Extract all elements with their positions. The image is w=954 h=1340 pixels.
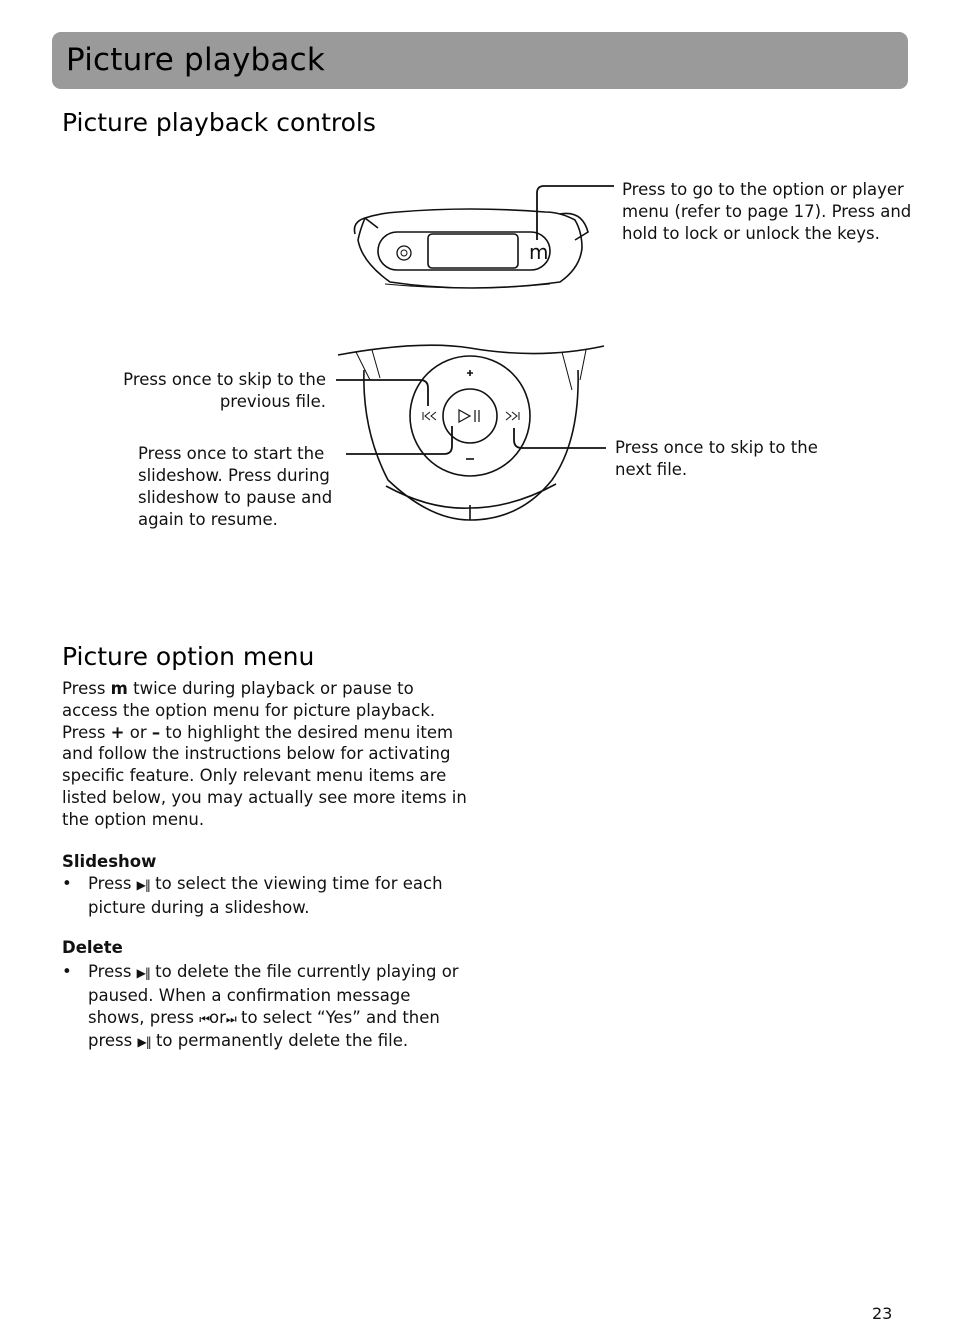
m-key-ref: m	[110, 679, 128, 698]
play-pause-icon: ▶‖	[137, 1035, 151, 1050]
slideshow-bullet: • Press ▶‖ to select the viewing time for each picture during a slideshow.	[62, 874, 443, 917]
option-menu-heading: Picture option menu	[62, 642, 315, 671]
callout-play-pause: Press once to start the slideshow. Press during slideshow to pause and again to resume.	[138, 444, 333, 529]
page-title: Picture playback	[66, 42, 325, 78]
play-pause-icon: ▶‖	[136, 966, 150, 980]
callout-m-key: Press to go to the option or player menu (refer to page 17). Press and hold to lock or unlock the keys.	[622, 180, 912, 243]
prev-track-icon	[423, 412, 436, 420]
delete-heading: Delete	[62, 938, 123, 957]
device-top-illustration	[354, 209, 588, 288]
device-front-illustration	[338, 345, 604, 520]
next-track-icon	[506, 412, 519, 420]
page-number: 23	[872, 1304, 893, 1323]
bullet-marker: •	[62, 874, 72, 893]
option-menu-intro: Press m twice during playback or pause to access the option menu for picture playback. Press + or – to highlight the desired menu item and follow the instructions below for activating specific feature. Only relevant menu items are listed below, you may actually see more items in the option menu.	[62, 679, 467, 829]
delete-bullet: • Press ▶‖ to delete the file currently playing or paused. When a confirmation message shows, press ⏮or⏭ to select “Yes” and then press ▶‖ to permanently delete the file.	[62, 962, 459, 1051]
controls-heading: Picture playback controls	[62, 108, 376, 137]
slideshow-heading: Slideshow	[62, 852, 157, 871]
callout-next-file: Press once to skip to the next file.	[615, 438, 818, 479]
next-icon: ⏭	[225, 1011, 236, 1026]
power-icon	[397, 246, 411, 260]
prev-icon: ⏮	[199, 1011, 210, 1026]
play-pause-icon: ▶‖	[136, 878, 150, 892]
minus-key-ref: –	[151, 722, 161, 742]
m-key-label: m	[529, 240, 549, 264]
bullet-marker: •	[62, 962, 72, 981]
callout-prev-file: Press once to skip to the previous file.	[123, 370, 326, 411]
plus-key-ref: +	[110, 722, 125, 742]
